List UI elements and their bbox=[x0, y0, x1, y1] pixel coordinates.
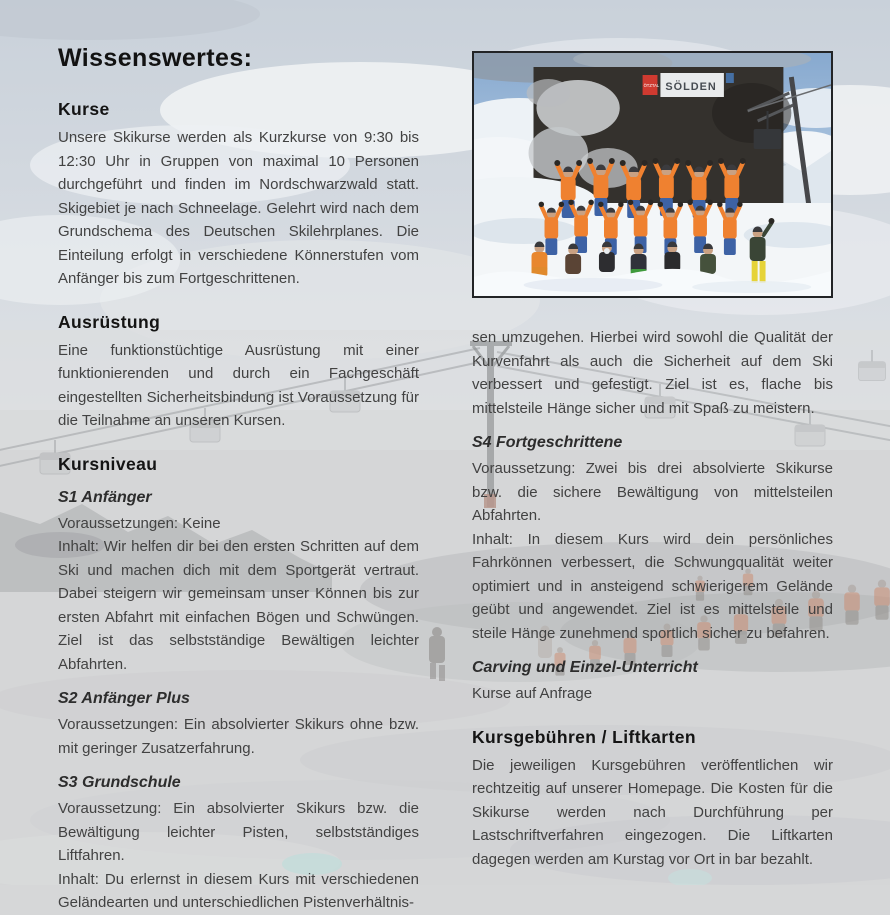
paragraph-s4-voraussetzung: Voraussetzung: Zwei bis drei absolvierte Skikurse bzw. die sichere Bewältigung von mittelsteilen Abfahrten. bbox=[472, 460, 833, 524]
subheading-s4-fortgeschrittene: S4 Fortgeschrittene bbox=[472, 434, 623, 451]
paragraph-kurse: Unsere Skikurse werden als Kurzkurse von 9:30 bis 12:30 Uhr in Gruppen von maximal 10 Personen durchgeführt und finden im Nordschwarzwald statt. Skigebiet je nach Schneelage. Gelehrt wird nach dem Grundschema des Deutschen Skilehrplanes. Die Einteilung erfolgt in verschiedene Könnerstufen vom Anfänger bis zum Fortgeschrittenen. bbox=[58, 129, 419, 287]
paragraph-s3-inhalt: Inhalt: Du erlernst in diesem Kurs mit verschiedenen Geländearten und unterschiedlichen Pistenverhältnis- bbox=[58, 870, 419, 911]
paragraph-s1-voraussetzung: Voraussetzungen: Keine bbox=[58, 514, 221, 532]
paragraph-s1-inhalt: Inhalt: Wir helfen dir bei den ersten Schritten auf dem Ski und machen dich mit dem Sportgerät vertraut. Dabei steigern wir gemeinsam unser Können bis zur ersten Abfahrt mit einfachen Bögen und Schwüngen. Ziel ist das selbstständige Bewältigen leichter Abfahrten. bbox=[58, 538, 419, 673]
paragraph-s3-fortsetzung: sen umzugehen. Hierbei wird sowohl die Qualität der Kurvenfahrt als auch die Sicherheit auf dem Ski verbessert und gefestigt. Ziel ist es, flache bis mittelsteile Hänge sicher und mit Spaß zu meistern. bbox=[472, 329, 833, 417]
soelden-sign-text: SÖLDEN bbox=[665, 80, 717, 94]
paragraph-s2-voraussetzung: Voraussetzungen: Ein absolvierter Skikurs ohne bzw. mit geringer Zusatzerfahrung. bbox=[58, 716, 419, 757]
left-column bbox=[58, 44, 419, 915]
page-title: Wissenswertes: bbox=[58, 44, 253, 72]
paragraph-carving: Kurse auf Anfrage bbox=[472, 685, 593, 702]
section-heading-kurse: Kurse bbox=[58, 99, 110, 119]
paragraph-s3-voraussetzung: Voraussetzung: Ein absolvierter Skikurs bzw. die Bewältigung leichter Pisten, selbstständiges Liftfahren. bbox=[58, 800, 419, 864]
paragraph-kursgebuehren: Die jeweiligen Kursgebühren veröffentlichen wir rechtzeitig auf unserer Homepage. Die Kosten für die Skikurse werden nach Durchführung per Lastschriftverfahren eingezogen. Die Liftkarten dagegen werden am Kurstag vor Ort in bar bezahlt. bbox=[472, 756, 833, 868]
subheading-carving-einzelunterricht: Carving und Einzel-Unterricht bbox=[472, 659, 698, 676]
oetztal-sign-text: ÖTZTAL bbox=[643, 82, 660, 89]
group-photo bbox=[472, 51, 833, 298]
paragraph-s4-inhalt: Inhalt: In diesem Kurs wird dein persönliches Fahrkönnen verbessert, die Schwungqualität weiter optimiert und in ansteigend schwierigerem Gelände geübt und angewendet. Ziel ist es mittelsteile und steile Hänge zunehmend sportlich sicher zu befahren. bbox=[472, 530, 833, 642]
paragraph-ausruestung: Eine funktionstüchtige Ausrüstung mit einer funktionierenden und durch ein Fachgeschäft eingestellten Sicherheitsbindung ist Voraussetzung für die Teilnahme an unseren Kursen. bbox=[58, 341, 419, 429]
right-column bbox=[472, 51, 833, 871]
group-photo-illustration bbox=[474, 53, 831, 296]
subheading-s1-anfaenger: S1 Anfänger bbox=[58, 488, 152, 506]
section-heading-kursgebuehren-liftkarten: Kursgebühren / Liftkarten bbox=[472, 726, 696, 747]
subheading-s2-anfaenger-plus: S2 Anfänger Plus bbox=[58, 690, 190, 707]
subheading-s3-grundschule: S3 Grundschule bbox=[58, 774, 181, 791]
section-heading-kursniveau: Kursniveau bbox=[58, 453, 158, 474]
section-heading-ausruestung: Ausrüstung bbox=[58, 311, 161, 332]
